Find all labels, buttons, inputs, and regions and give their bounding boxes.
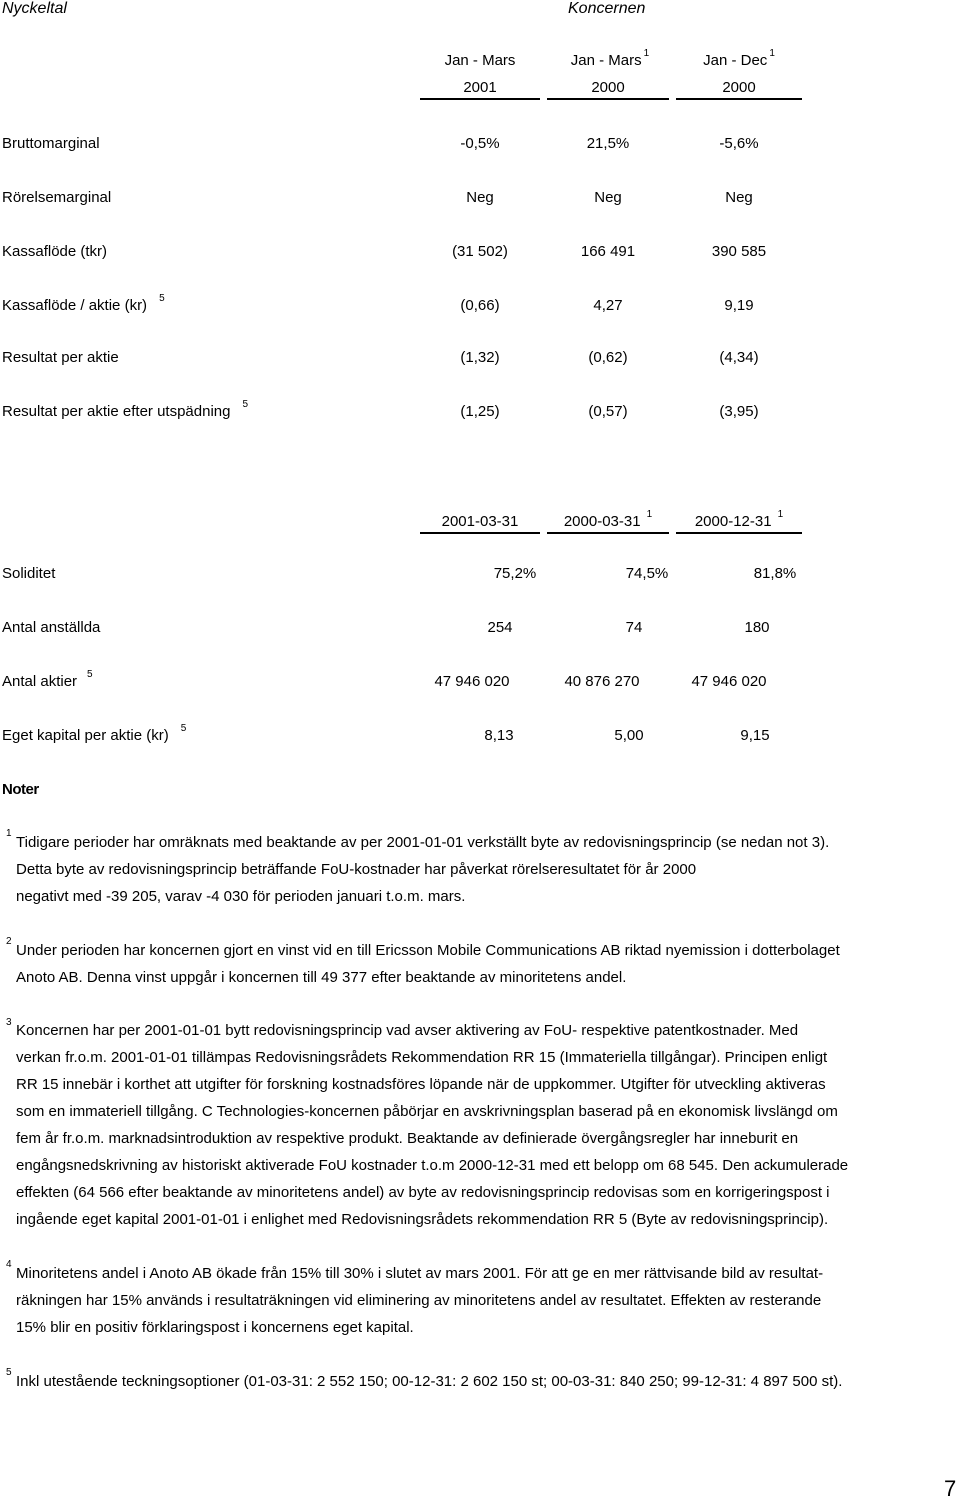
row-label: Antal aktier $^5$ bbox=[2, 669, 93, 690]
cell: 180 bbox=[744, 619, 770, 636]
cell: 47 946 020 bbox=[434, 673, 510, 690]
cell: (1,32) bbox=[460, 349, 500, 366]
row-label: Bruttomarginal bbox=[2, 135, 100, 152]
note-line: engångsnedskrivning av historiskt aktiverade FoU kostnader t.o.m 2000-12-31 med ett belopp om 68 545. Den ackumulerade bbox=[16, 1157, 849, 1174]
cell: (3,95) bbox=[719, 403, 759, 420]
t2-col1-rule bbox=[420, 532, 540, 534]
row-label: Eget kapital per aktie (kr) $^5$ bbox=[2, 723, 187, 744]
t1-col1-rule bbox=[420, 98, 540, 100]
row-label: Resultat per aktie bbox=[2, 349, 119, 366]
note-line: 15% blir en positiv förklaringspost i koncernens eget kapital. bbox=[16, 1319, 414, 1336]
t2-col2-date: 2000-03-31 $^1$ bbox=[563, 509, 653, 530]
row-label: Resultat per aktie efter utspädning $^5$ bbox=[2, 399, 249, 420]
cell: 75,2% bbox=[493, 565, 537, 582]
cell: 81,8% bbox=[753, 565, 797, 582]
note-line: effekten (64 566 efter beaktande av minoritetens andel) av byte av redovisningsprincip redovisas som en korrigeringspost i bbox=[16, 1184, 830, 1201]
notes-heading: Noter bbox=[2, 781, 39, 798]
row-label: Kassaflöde (tkr) bbox=[2, 243, 108, 260]
note-number: 4 bbox=[6, 1259, 12, 1270]
t1-col3-rule bbox=[676, 98, 802, 100]
t1-col2-rule bbox=[547, 98, 669, 100]
row-label: Antal anställda bbox=[2, 619, 101, 636]
cell: 9,15 bbox=[740, 727, 770, 744]
note-number: 1 bbox=[6, 828, 12, 839]
cell: Neg bbox=[466, 189, 494, 206]
note-line: Minoritetens andel i Anoto AB ökade från 15% till 30% i slutet av mars 2001. För att ge en mer rättvisande bild av resultat- bbox=[16, 1265, 824, 1282]
note-line: ingående eget kapital 2001-01-01 i enlighet med Redovisningsrådets rekommendation RR 5 (Byte av redovisningsprincip). bbox=[16, 1211, 829, 1228]
t1-col2-year: 2000 bbox=[591, 79, 625, 96]
note-line: Detta byte av redovisningsprincip beträffande FoU-kostnader har påverkat rörelseresultatet för år 2000 bbox=[16, 861, 697, 878]
t1-col1-year: 2001 bbox=[463, 79, 497, 96]
cell: 9,19 bbox=[724, 297, 754, 314]
row-label: Kassaflöde / aktie (kr) $^5$ bbox=[2, 293, 165, 314]
cell: 5,00 bbox=[614, 727, 644, 744]
cell: 40 876 270 bbox=[564, 673, 640, 690]
note-line: Inkl utestående teckningsoptioner (01-03-31: 2 552 150; 00-12-31: 2 602 150 st; 00-03-31: 840 250; 99-12-31: 4 897 500 st). bbox=[16, 1373, 843, 1390]
cell: (0,66) bbox=[460, 297, 500, 314]
cell: Neg bbox=[594, 189, 622, 206]
t2-col3-date: 2000-12-31 $^1$ bbox=[694, 509, 784, 530]
cell: Neg bbox=[725, 189, 753, 206]
row-label: Soliditet bbox=[2, 565, 56, 582]
cell: 390 585 bbox=[711, 243, 767, 260]
t2-col1-date: 2001-03-31 bbox=[441, 513, 519, 530]
cell: (31 502) bbox=[452, 243, 508, 260]
row-label: Rörelsemarginal bbox=[2, 189, 112, 206]
cell: 166 491 bbox=[580, 243, 636, 260]
note-line: negativt med -39 205, varav -4 030 för perioden januari t.o.m. mars. bbox=[16, 888, 466, 905]
t1-col1-period: Jan - Mars bbox=[444, 52, 516, 69]
note-line: Anoto AB. Denna vinst uppgår i koncernen till 49 377 efter beaktande av minoritetens andel. bbox=[16, 969, 627, 986]
page-number: 7 bbox=[944, 1476, 957, 1501]
note-number: 5 bbox=[6, 1367, 12, 1378]
cell: (4,34) bbox=[719, 349, 759, 366]
cell: 74,5% bbox=[625, 565, 669, 582]
cell: 21,5% bbox=[586, 135, 630, 152]
cell: 4,27 bbox=[593, 297, 623, 314]
note-number: 3 bbox=[6, 1017, 12, 1028]
cell: -0,5% bbox=[460, 135, 500, 152]
t2-col2-rule bbox=[547, 532, 669, 534]
cell: 47 946 020 bbox=[691, 673, 767, 690]
t1-col2-period: Jan - Mars $^1$ bbox=[570, 48, 650, 69]
note-line: Tidigare perioder har omräknats med beaktande av per 2001-01-01 verkställt byte av redovisningsprincip (se nedan not 3). bbox=[16, 834, 830, 851]
note-line: verkan fr.o.m. 2001-01-01 tillämpas Redovisningsrådets Rekommendation RR 15 (Immateriella tillgångar). Principen enligt bbox=[16, 1049, 828, 1066]
t1-col3-year: 2000 bbox=[722, 79, 756, 96]
cell: -5,6% bbox=[719, 135, 759, 152]
t2-col3-rule bbox=[676, 532, 802, 534]
cell: (0,62) bbox=[588, 349, 628, 366]
cell: 254 bbox=[487, 619, 513, 636]
cell: (1,25) bbox=[460, 403, 500, 420]
note-line: som en immateriell tillgång. C Technologies-koncernen påbörjar en avskrivningsplan baserad på en ekonomisk livslängd om bbox=[16, 1103, 838, 1120]
note-line: räkningen har 15% används i resultaträkningen vid eliminering av minoritetens andel av resultatet. Effekten av resterande bbox=[16, 1292, 822, 1309]
cell: (0,57) bbox=[588, 403, 628, 420]
cell: 8,13 bbox=[484, 727, 514, 744]
page-title: Nyckeltal bbox=[2, 0, 67, 17]
cell: 74 bbox=[625, 619, 643, 636]
note-line: Koncernen har per 2001-01-01 bytt redovisningsprincip vad avser aktivering av FoU- respektive patentkostnader. Med bbox=[16, 1022, 799, 1039]
group-heading: Koncernen bbox=[568, 0, 646, 17]
t1-col3-period: Jan - Dec $^1$ bbox=[703, 48, 775, 69]
note-line: RR 15 innebär i korthet att utgifter för forskning kostnadsföres löpande när de uppkommer. Utgifter för utveckling aktiveras bbox=[16, 1076, 826, 1093]
note-number: 2 bbox=[6, 936, 12, 947]
note-line: fem år fr.o.m. marknadsintroduktion av respektive produkt. Beaktande av definierade övergångsregler har inneburit en bbox=[16, 1130, 799, 1147]
note-line: Under perioden har koncernen gjort en vinst vid en till Ericsson Mobile Communications AB riktad nyemission i dotterbolaget bbox=[16, 942, 840, 959]
